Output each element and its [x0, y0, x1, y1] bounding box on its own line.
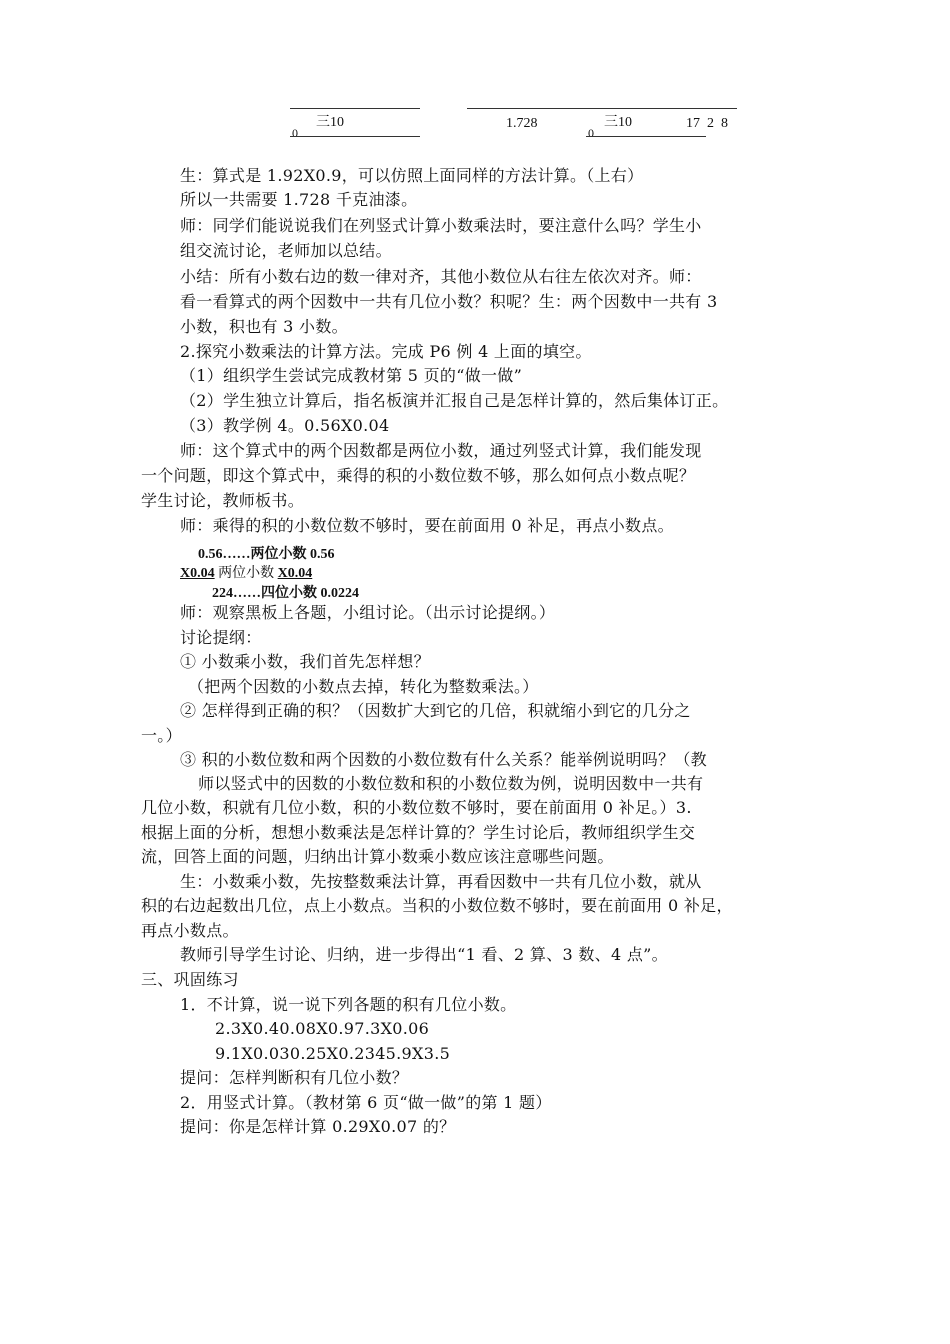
calc-rule [290, 108, 420, 109]
calc-rule [290, 136, 420, 137]
board-row-1: 0.56……两位小数 0.56 [198, 547, 335, 562]
text-line: ① 小数乘小数，我们首先怎样想？ [180, 652, 430, 671]
text-line: 所以一共需要 1.728 千克油漆。 [180, 190, 418, 209]
text-line: 师：同学们能说说我们在列竖式计算小数乘法时，要注意什么吗？学生小 [180, 216, 702, 235]
calc-right-label: 三10 [604, 115, 632, 130]
text-line: 学生讨论，教师板书。 [141, 491, 305, 510]
text-line: 流，回答上面的问题，归纳出计算小数乘小数应该注意哪些问题。 [141, 847, 614, 866]
text-line: 几位小数，积就有几位小数，积的小数位数不够时，要在前面用 0 补足。）3. [141, 798, 692, 817]
text-line: （3）教学例 4。0.56X0.04 [180, 416, 390, 435]
text-line: （2）学生独立计算后，指名板演并汇报自己是怎样计算的，然后集体订正。 [180, 391, 729, 410]
text-line: 再点小数点。 [141, 921, 239, 940]
text-line: ② 怎样得到正确的积？（因数扩大到它的几倍，积就缩小到它的几分之 [180, 701, 691, 720]
section-heading: 三、巩固练习 [141, 970, 239, 989]
text-line: 讨论提纲： [180, 628, 262, 647]
text-line: 提问：怎样判断积有几位小数？ [180, 1068, 409, 1087]
board-factor: X0.04 [277, 566, 313, 581]
text-line: 积的右边起数出几位，点上小数点。当积的小数位数不够时，要在前面用 0 补足， [141, 896, 733, 915]
text-line: 2.探究小数乘法的计算方法。完成 P6 例 4 上面的填空。 [180, 342, 592, 361]
text-line: 提问：你是怎样计算 0.29X0.07 的？ [180, 1117, 456, 1136]
text-line: 一个问题，即这个算式中，乘得的积的小数位数不够，那么如何点小数点呢？ [141, 466, 696, 485]
text-line: （1）组织学生尝试完成教材第 5 页的“做一做” [180, 366, 523, 385]
calc-mid-value: 1.728 [506, 116, 538, 131]
board-row-3: 224……四位小数 0.0224 [212, 586, 359, 601]
board-row-2 [180, 562, 312, 582]
text-line: 师以竖式中的因数的小数位数和积的小数位数为例，说明因数中一共有 [198, 774, 704, 793]
text-line: 根据上面的分析，想想小数乘法是怎样计算的？学生讨论后，教师组织学生交 [141, 823, 696, 842]
text-line: ③ 积的小数位数和两个因数的小数位数有什么关系？能举例说明吗？（教 [180, 750, 707, 769]
calc-rule [467, 108, 737, 109]
text-line: （把两个因数的小数点去掉，转化为整数乘法。） [188, 677, 539, 696]
text-line: 1．不计算，说一说下列各题的积有几位小数。 [180, 995, 517, 1014]
text-line: 2．用竖式计算。（教材第 6 页“做一做”的第 1 题） [180, 1093, 552, 1112]
board-factor: X0.04 [180, 566, 215, 581]
calc-left-label: 三10 [316, 115, 344, 130]
board-note: 两位小数 [214, 566, 278, 581]
exercise-row: 9.1X0.030.25X0.2345.9X3.5 [215, 1044, 451, 1063]
text-line: 小结：所有小数右边的数一律对齐，其他小数位从右往左依次对齐。师： [180, 267, 702, 286]
calc-rule [586, 136, 706, 137]
text-line: 生：算式是 1.92X0.9，可以仿照上面同样的方法计算。（上右） [180, 166, 644, 185]
text-line: 生：小数乘小数，先按整数乘法计算，再看因数中一共有几位小数，就从 [180, 872, 702, 891]
text-line: 一。） [141, 726, 182, 745]
text-line: 师：这个算式中的两个因数都是两位小数，通过列竖式计算，我们能发现 [180, 441, 702, 460]
text-line: 看一看算式的两个因数中一共有几位小数？积呢？生：两个因数中一共有 3 [180, 292, 718, 311]
text-line: 小数，积也有 3 小数。 [180, 317, 348, 336]
text-line: 师：乘得的积的小数位数不够时，要在前面用 0 补足，再点小数点。 [180, 516, 674, 535]
text-line: 教师引导学生讨论、归纳，进一步得出“1 看、2 算、3 数、4 点”。 [180, 945, 668, 964]
calc-left-zero: 0 [292, 126, 298, 140]
exercise-row: 2.3X0.40.08X0.97.3X0.06 [215, 1019, 430, 1038]
calc-right-digits: 17 2 8 [686, 116, 728, 131]
text-line: 师：观察黑板上各题，小组讨论。（出示讨论提纲。） [180, 603, 556, 622]
text-line: 组交流讨论，老师加以总结。 [180, 241, 392, 260]
calc-right-zero: 0 [588, 126, 594, 140]
